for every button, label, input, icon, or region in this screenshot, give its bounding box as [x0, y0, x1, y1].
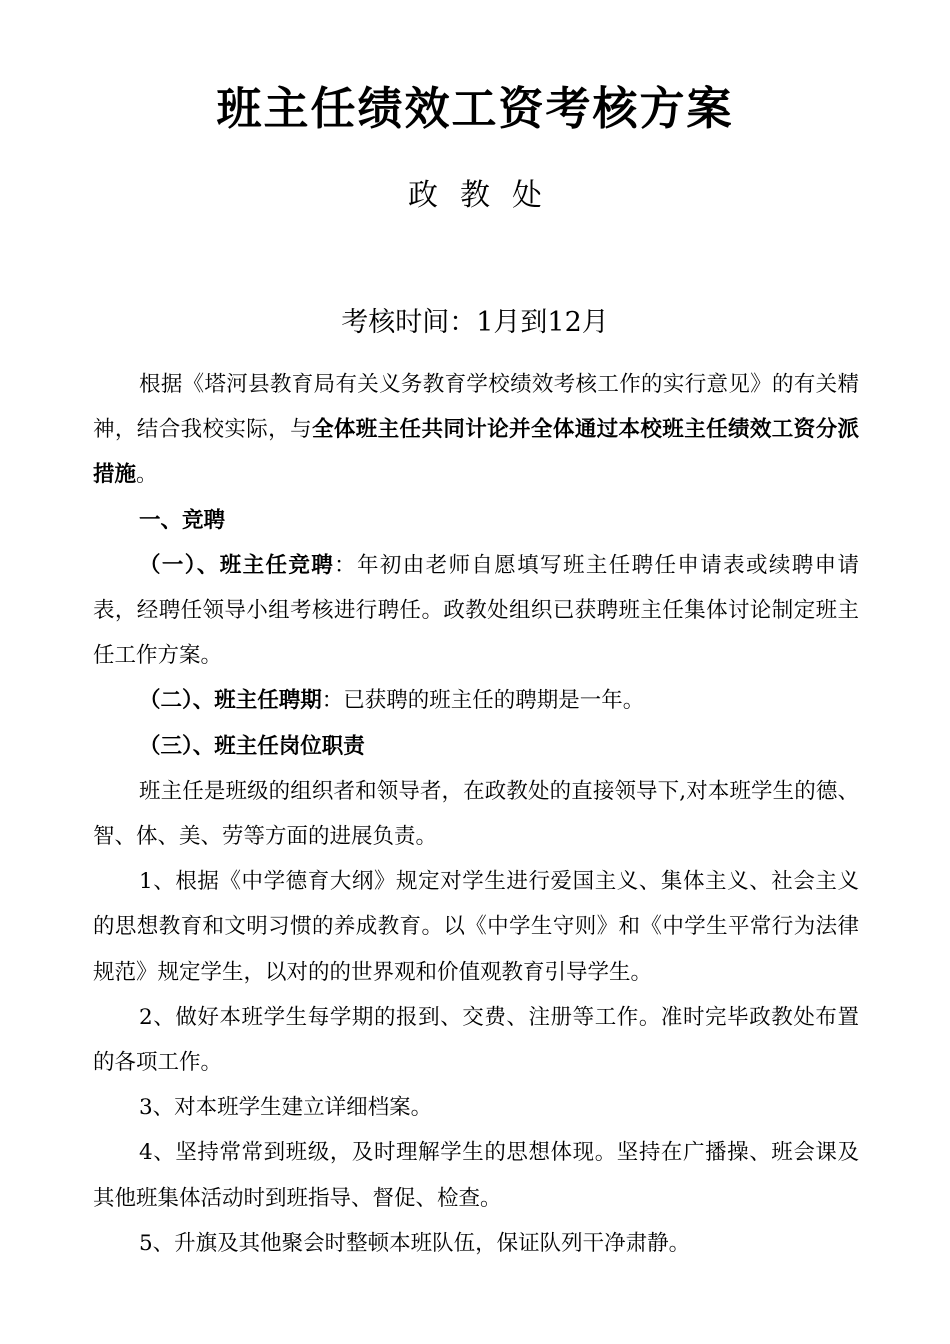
duty-item-3: 3、对本班学生建立详细档案。: [139, 1095, 433, 1121]
department-name: 政教处: [408, 178, 564, 213]
duty-item-2: 2、做好本班学生每学期的报到、交费、注册等工作。准时完毕政教处布置的各项工作。: [93, 1004, 859, 1076]
duty-item-5: 5、升旗及其他聚会时整顿本班队伍，保证队列干净肃静。: [139, 1230, 691, 1256]
subsection-1-label: （一）、班主任竞聘: [139, 552, 335, 578]
subsection-1: [93, 543, 859, 679]
duty-item-1: 1、根据《中学德育大纲》规定对学生进行爱国主义、集体主义、社会主义的思想教育和文明习惯的养成教育。以《中学生守则》和《中学生平常行为法律规范》规定学生，以对的的世界观和价值观教育引导学生。: [93, 869, 859, 985]
subsection-2-text: ：已获聘的班主任的聘期是一年。: [321, 688, 645, 714]
intro-text-2: 。: [136, 462, 158, 488]
subsection-3-label: （三）、班主任岗位职责: [139, 733, 365, 759]
intro-text-1: 根据《塔河县教育局有关义务教育学校绩效考核工作的实行意见》的有关精神，结合我校实际，与: [93, 372, 859, 443]
document-title: 班主任绩效工资考核方案: [216, 82, 734, 135]
document-body: [93, 362, 859, 1266]
subsection-2: [93, 678, 859, 723]
section-heading-1: 一、竞聘: [139, 507, 226, 533]
subsection-1-text: ：年初由老师自愿填写班主任聘任申请表或续聘申请表，经聘任领导小组考核进行聘任。政教处组织已获聘班主任集体讨论制定班主任工作方案。: [93, 552, 859, 669]
intro-bold-text: 全体班主任共同计论并全体通过本校班主任绩效工资分派措施: [93, 417, 859, 488]
assessment-period: 考核时间：1月到12月: [341, 307, 609, 338]
intro-paragraph: [93, 362, 859, 498]
subsection-3: [93, 724, 859, 769]
duty-item-4: 4、坚持常常到班级，及时理解学生的思想体现。坚持在广播操、班会课及其他班集体活动时到班指导、督促、检查。: [93, 1140, 859, 1211]
subsection-2-label: （二）、班主任聘期: [139, 688, 322, 714]
duty-intro-paragraph: 班主任是班级的组织者和领导者，在政教处的直接领导下,对本班学生的德、智、体、美、劳等方面的进展负责。: [93, 778, 859, 850]
